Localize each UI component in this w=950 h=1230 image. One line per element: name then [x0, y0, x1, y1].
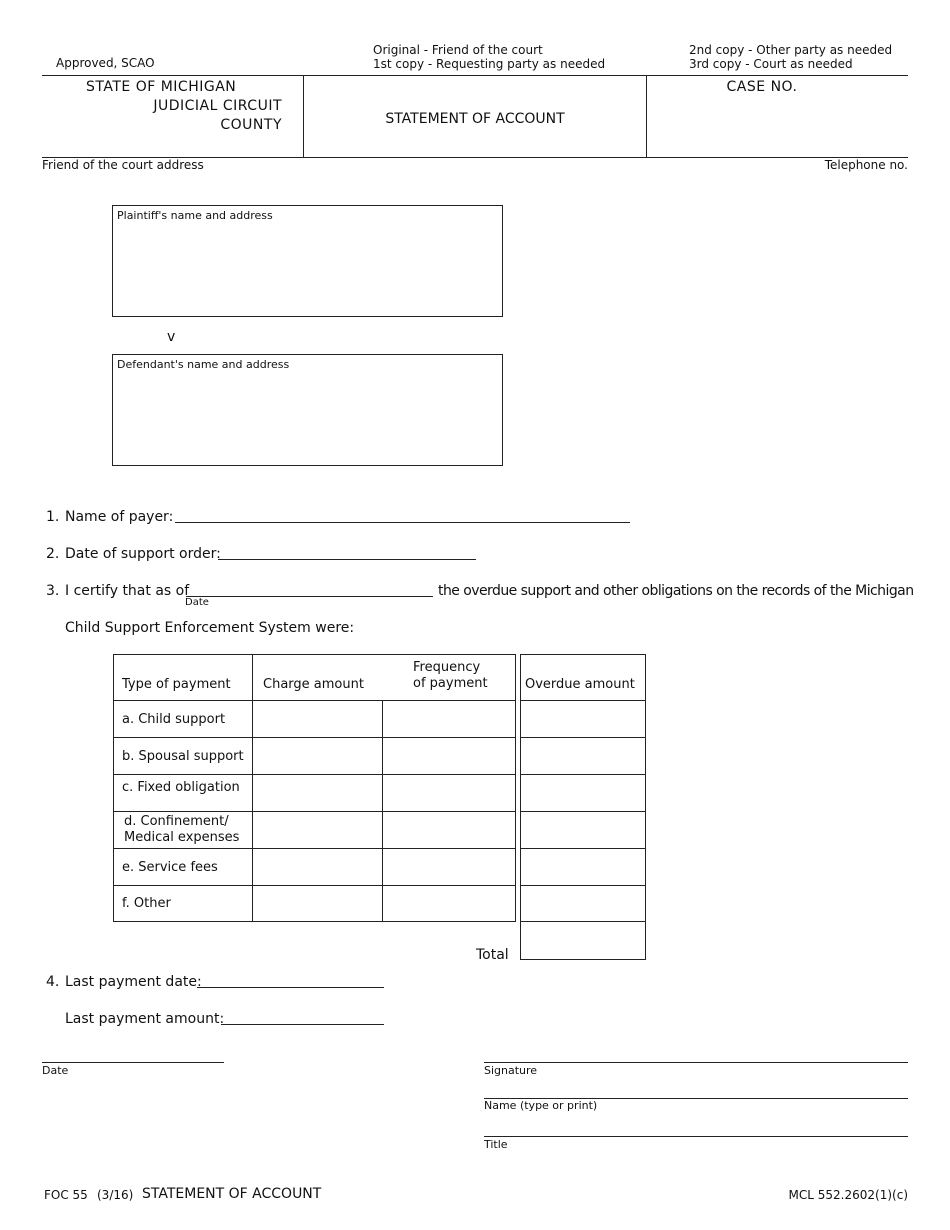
other-overdue-cell[interactable] [521, 886, 646, 922]
col-frequency-line1: Frequency [413, 660, 481, 675]
item3-text-b: Child Support Enforcement System were: [65, 620, 355, 636]
col-charge-freq-header [253, 655, 516, 701]
item3-label: I certify that as of [65, 583, 190, 599]
title-field[interactable] [484, 1136, 908, 1137]
col-overdue-header: Overdue amount [521, 655, 646, 701]
name-print-label: Name (type or print) [484, 1099, 598, 1112]
table-row [114, 775, 516, 812]
distribution-first-copy: 1st copy - Requesting party as needed [373, 57, 606, 71]
versus-label: v [167, 329, 176, 345]
payment-table [113, 654, 516, 922]
row-label-text: c. Fixed obligation [122, 780, 240, 795]
spousal-support-frequency-cell[interactable] [383, 738, 516, 775]
medical-expenses-frequency-cell[interactable] [383, 812, 516, 849]
certify-date-field[interactable] [186, 596, 433, 597]
table-row [114, 849, 516, 886]
statute-reference: MCL 552.2602(1)(c) [788, 1188, 908, 1202]
distribution-second-copy: 2nd copy - Other party as needed [689, 43, 893, 57]
signature-label: Signature [484, 1064, 538, 1077]
row-type-label [114, 849, 253, 886]
approved-label: Approved, SCAO [56, 56, 155, 70]
table-row [114, 886, 516, 922]
last-payment-amount-field[interactable] [221, 1024, 384, 1025]
item3-number: 3. [46, 583, 60, 599]
fixed-obligation-overdue-cell[interactable] [521, 775, 646, 812]
row-label-text: d. Confinement/ [124, 814, 229, 829]
distribution-third-copy: 3rd copy - Court as needed [689, 57, 853, 71]
medical-expenses-charge-cell[interactable] [253, 812, 383, 849]
row-type-label [114, 701, 253, 738]
table-row [114, 738, 516, 775]
row-type-label [114, 738, 253, 775]
plaintiff-label: Plaintiff's name and address [117, 209, 273, 222]
payer-name-field[interactable] [175, 522, 630, 523]
form-title: STATEMENT OF ACCOUNT [385, 111, 565, 127]
row-type-label [114, 886, 253, 922]
footer-title: STATEMENT OF ACCOUNT [142, 1186, 322, 1202]
item4-label: Last payment date: [65, 974, 202, 990]
child-support-frequency-cell[interactable] [383, 701, 516, 738]
col-frequency-line2: of payment [413, 676, 488, 691]
item1-label: Name of payer: [65, 509, 174, 525]
signature-field[interactable] [484, 1062, 908, 1063]
row-label-text: b. Spousal support [122, 748, 244, 764]
medical-expenses-overdue-cell[interactable] [521, 812, 646, 849]
last-payment-amount-label: Last payment amount: [65, 1011, 225, 1027]
state-label: STATE OF MICHIGAN [86, 79, 237, 95]
support-order-date-field[interactable] [218, 559, 476, 560]
row-type-label [114, 775, 253, 812]
last-payment-date-field[interactable] [197, 987, 384, 988]
col-charge-header: Charge amount [263, 677, 364, 692]
title-label: Title [484, 1138, 508, 1151]
telephone-label: Telephone no. [824, 158, 908, 172]
row-label-text-line2: Medical expenses [124, 830, 240, 845]
fixed-obligation-frequency-cell[interactable] [383, 775, 516, 812]
item4-number: 4. [46, 974, 60, 990]
fixed-obligation-charge-cell[interactable] [253, 775, 383, 812]
total-label: Total [476, 947, 509, 963]
defendant-label: Defendant's name and address [117, 358, 290, 371]
other-charge-cell[interactable] [253, 886, 383, 922]
county-label: COUNTY [220, 117, 282, 133]
row-label-text: a. Child support [122, 711, 226, 727]
service-fees-overdue-cell[interactable] [521, 849, 646, 886]
row-label-text: e. Service fees [122, 859, 218, 875]
form-code: FOC 55 [44, 1188, 88, 1202]
plaintiff-box[interactable] [112, 205, 503, 317]
header-top-rule [42, 75, 908, 76]
spousal-support-charge-cell[interactable] [253, 738, 383, 775]
certify-date-caption: Date [185, 597, 209, 608]
date-signed-field[interactable] [42, 1062, 224, 1063]
item2-label: Date of support order: [65, 546, 221, 562]
spousal-support-overdue-cell[interactable] [521, 738, 646, 775]
row-type-label [114, 812, 253, 849]
row-label-text: f. Other [122, 896, 171, 911]
form-revision: (3/16) [97, 1188, 134, 1202]
circuit-label: JUDICIAL CIRCUIT [153, 98, 282, 114]
child-support-charge-cell[interactable] [253, 701, 383, 738]
col-type-header: Type of payment [114, 655, 253, 701]
overdue-table [520, 654, 646, 960]
foc-address-label: Friend of the court address [42, 158, 204, 172]
table-row [114, 812, 516, 849]
child-support-overdue-cell[interactable] [521, 701, 646, 738]
payment-table-header [114, 655, 516, 701]
other-frequency-cell[interactable] [383, 886, 516, 922]
service-fees-frequency-cell[interactable] [383, 849, 516, 886]
item1-number: 1. [46, 509, 60, 525]
case-number-label: CASE NO. [726, 79, 798, 95]
total-overdue-cell[interactable] [521, 922, 646, 960]
defendant-box[interactable] [112, 354, 503, 466]
service-fees-charge-cell[interactable] [253, 849, 383, 886]
table-row [114, 701, 516, 738]
item2-number: 2. [46, 546, 60, 562]
distribution-original: Original - Friend of the court [373, 43, 543, 57]
date-signed-label: Date [42, 1064, 69, 1077]
item3-text-a: the overdue support and other obligations on the records of the Michigan [438, 583, 914, 599]
